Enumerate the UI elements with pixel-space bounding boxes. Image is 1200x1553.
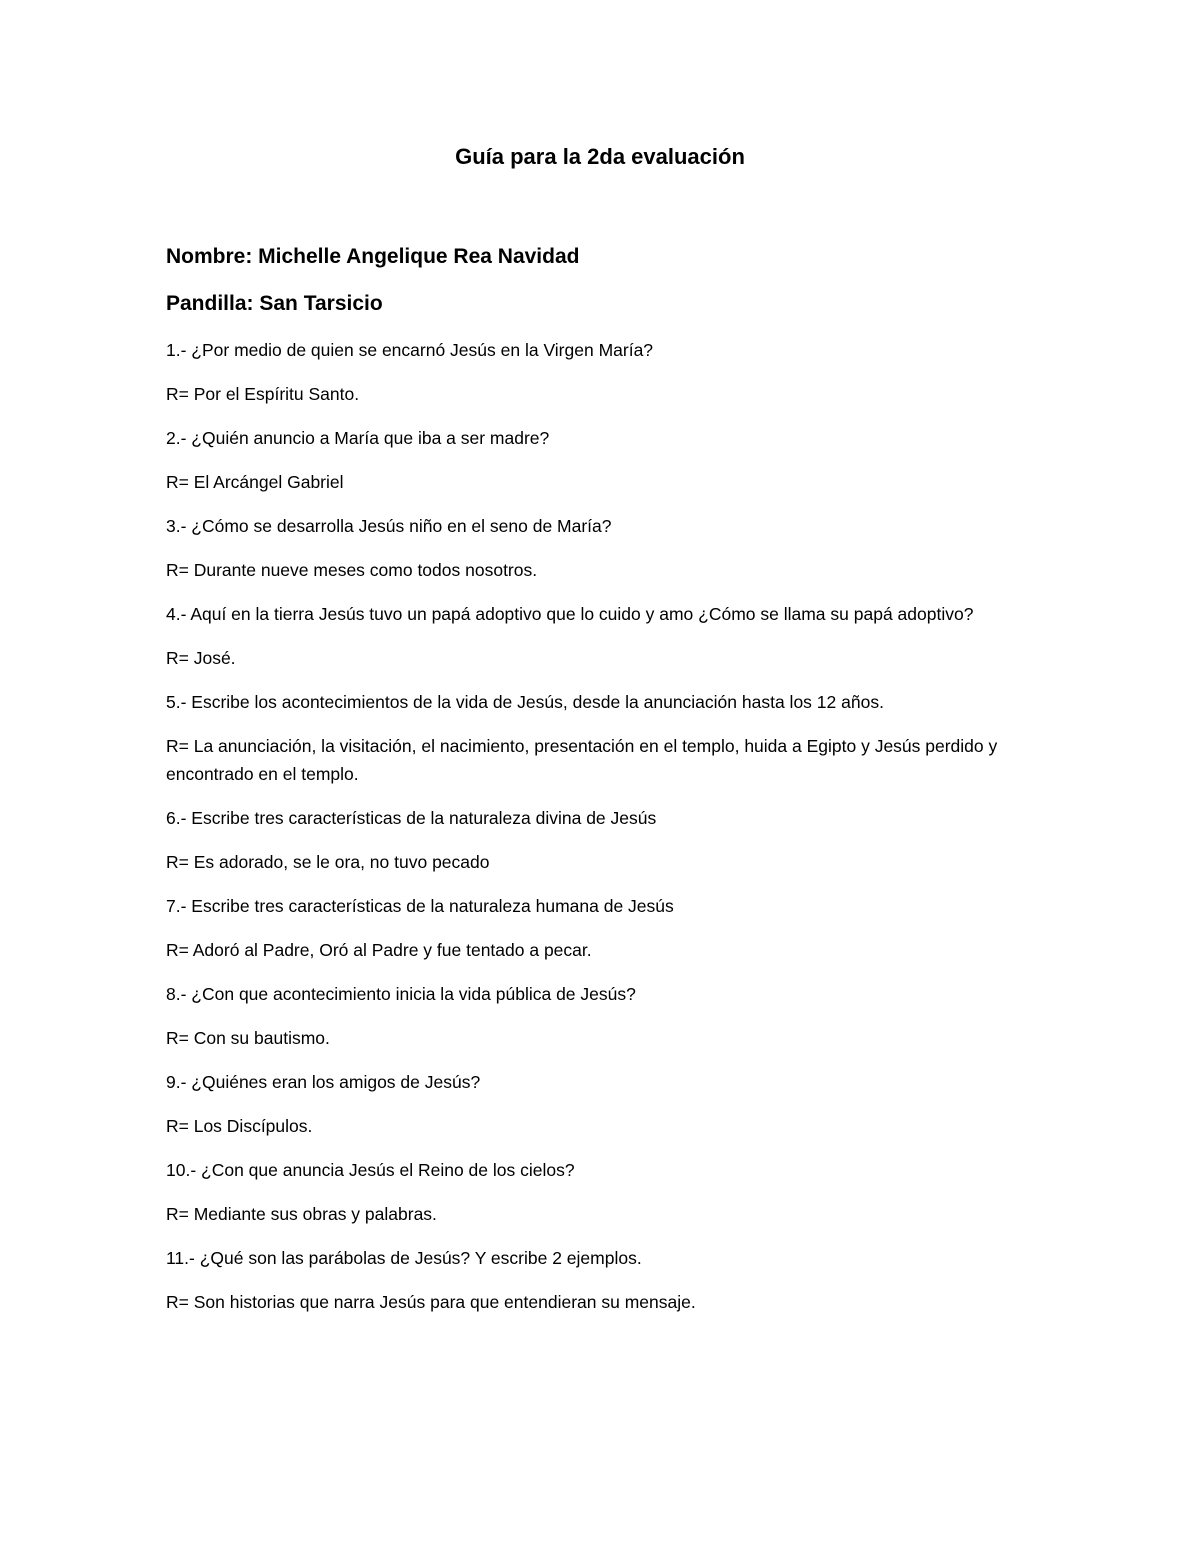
answer-3: R= Durante nueve meses como todos nosotros. bbox=[166, 560, 538, 580]
answer-9: R= Los Discípulos. bbox=[166, 1116, 313, 1136]
page-title: Guía para la 2da evaluación bbox=[455, 144, 745, 169]
answer-4: R= José. bbox=[166, 648, 236, 668]
answer-6: R= Es adorado, se le ora, no tuvo pecado bbox=[166, 852, 490, 872]
answer-5: R= La anunciación, la visitación, el nacimiento, presentación en el templo, huida a Egipto y Jesús perdido y encontrado en el templo. bbox=[166, 736, 998, 784]
question-3: 3.- ¿Cómo se desarrolla Jesús niño en el seno de María? bbox=[166, 516, 612, 536]
student-name: Nombre: Michelle Angelique Rea Navidad bbox=[166, 245, 580, 268]
answer-2: R= El Arcángel Gabriel bbox=[166, 472, 344, 492]
question-6: 6.- Escribe tres características de la naturaleza divina de Jesús bbox=[166, 808, 657, 828]
answer-10: R= Mediante sus obras y palabras. bbox=[166, 1204, 437, 1224]
question-10: 10.- ¿Con que anuncia Jesús el Reino de los cielos? bbox=[166, 1160, 575, 1180]
answer-7: R= Adoró al Padre, Oró al Padre y fue tentado a pecar. bbox=[166, 940, 592, 960]
answer-1: R= Por el Espíritu Santo. bbox=[166, 384, 360, 404]
question-1: 1.- ¿Por medio de quien se encarnó Jesús en la Virgen María? bbox=[166, 340, 654, 360]
answer-8: R= Con su bautismo. bbox=[166, 1028, 330, 1048]
answer-11: R= Son historias que narra Jesús para que entendieran su mensaje. bbox=[166, 1292, 696, 1312]
question-9: 9.- ¿Quiénes eran los amigos de Jesús? bbox=[166, 1072, 481, 1092]
question-list bbox=[166, 336, 1026, 1332]
question-2: 2.- ¿Quién anuncio a María que iba a ser madre? bbox=[166, 428, 550, 448]
question-8: 8.- ¿Con que acontecimiento inicia la vida pública de Jesús? bbox=[166, 984, 636, 1004]
question-7: 7.- Escribe tres características de la naturaleza humana de Jesús bbox=[166, 896, 674, 916]
question-4: 4.- Aquí en la tierra Jesús tuvo un papá adoptivo que lo cuido y amo ¿Cómo se llama su papá adoptivo? bbox=[166, 604, 974, 624]
question-5: 5.- Escribe los acontecimientos de la vida de Jesús, desde la anunciación hasta los 12 años. bbox=[166, 692, 884, 712]
group-name: Pandilla: San Tarsicio bbox=[166, 292, 383, 315]
question-11: 11.- ¿Qué son las parábolas de Jesús? Y escribe 2 ejemplos. bbox=[166, 1248, 642, 1268]
